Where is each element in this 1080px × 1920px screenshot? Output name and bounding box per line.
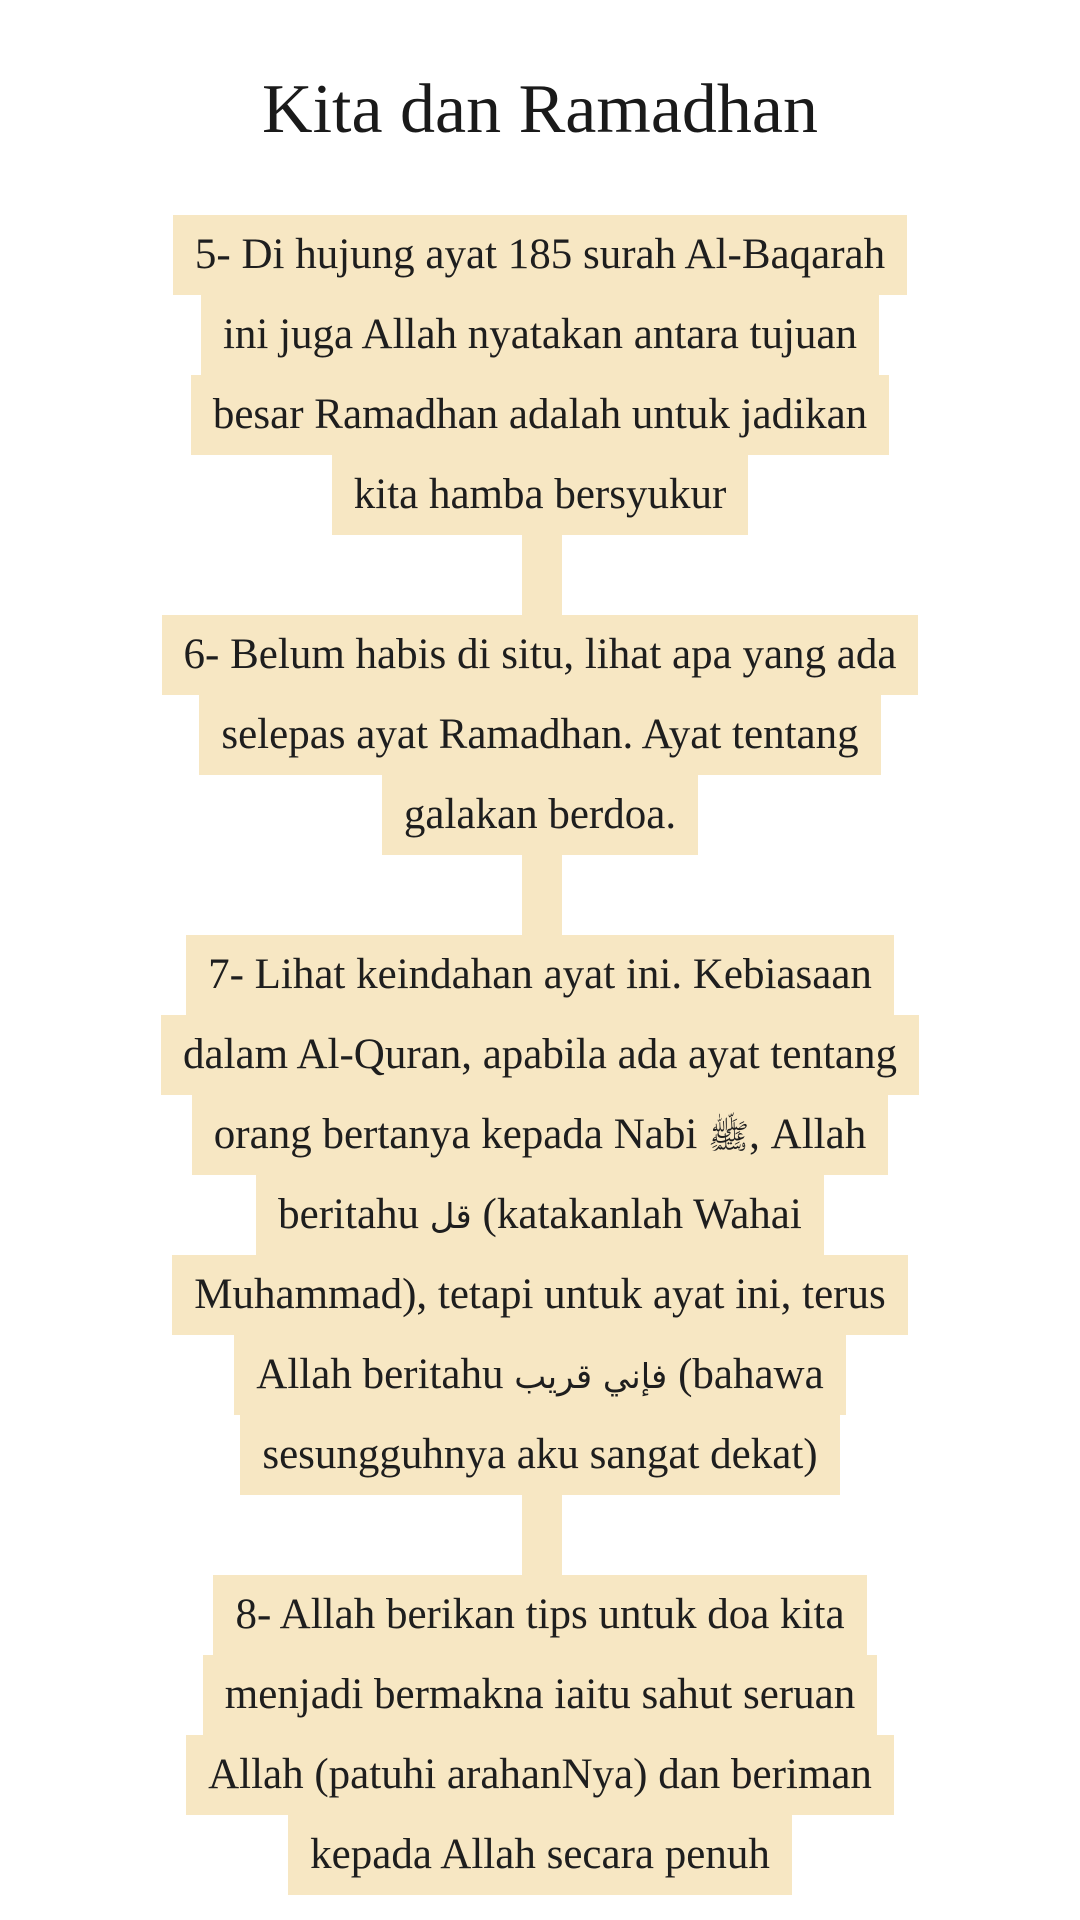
point-7-line-3: [192, 1095, 888, 1175]
point-7-line-6-text-a: Allah beritahu: [256, 1351, 515, 1398]
arabic-qul: قل: [429, 1197, 472, 1237]
point-6-line-1: 6- Belum habis di situ, lihat apa yang ada: [162, 615, 919, 695]
point-7-line-2: dalam Al-Quran, apabila ada ayat tentang: [161, 1015, 919, 1095]
page-title: Kita dan Ramadhan: [262, 71, 818, 148]
point-7-line-3-text-a: orang bertanya kepada Nabi: [213, 1111, 709, 1158]
point-5-line-2: ini juga Allah nyatakan antara tujuan: [201, 295, 879, 375]
point-7-line-6: [234, 1335, 845, 1415]
point-5-block: [0, 215, 1080, 535]
point-8-line-3: Allah (patuhi arahanNya) dan beriman: [186, 1735, 894, 1815]
connector-line-1: [522, 535, 562, 615]
connector-line-3: [522, 1495, 562, 1575]
point-7-line-1: 7- Lihat keindahan ayat ini. Kebiasaan: [186, 935, 894, 1015]
point-5-line-4: kita hamba bersyukur: [332, 455, 749, 535]
point-6-block: [0, 615, 1080, 855]
point-7-line-4-text-b: (katakanlah Wahai: [471, 1191, 802, 1238]
point-7-line-4-text-a: beritahu: [278, 1191, 430, 1238]
point-8-line-4: kepada Allah secara penuh: [288, 1815, 792, 1895]
arabic-fainni-qarib: فإني قريب: [514, 1357, 668, 1397]
connector-line-2: [522, 855, 562, 935]
point-7-block: [0, 935, 1080, 1495]
point-7-line-5: Muhammad), tetapi untuk ayat ini, terus: [172, 1255, 907, 1335]
point-5-line-3: besar Ramadhan adalah untuk jadikan: [191, 375, 889, 455]
point-6-line-2: selepas ayat Ramadhan. Ayat tentang: [199, 695, 880, 775]
point-5-line-1: 5- Di hujung ayat 185 surah Al-Baqarah: [173, 215, 907, 295]
point-7-line-6-text-b: (bahawa: [667, 1351, 824, 1398]
point-8-line-2: menjadi bermakna iaitu sahut seruan: [203, 1655, 877, 1735]
point-7-line-7: sesungguhnya aku sangat dekat): [240, 1415, 839, 1495]
honorific-glyph: ﷺ: [708, 1117, 750, 1157]
point-7-line-4: [256, 1175, 824, 1255]
point-8-block: [0, 1575, 1080, 1895]
point-7-line-3-text-b: , Allah: [749, 1111, 867, 1158]
point-6-line-3: galakan berdoa.: [382, 775, 698, 855]
point-8-line-1: 8- Allah berikan tips untuk doa kita: [213, 1575, 866, 1655]
